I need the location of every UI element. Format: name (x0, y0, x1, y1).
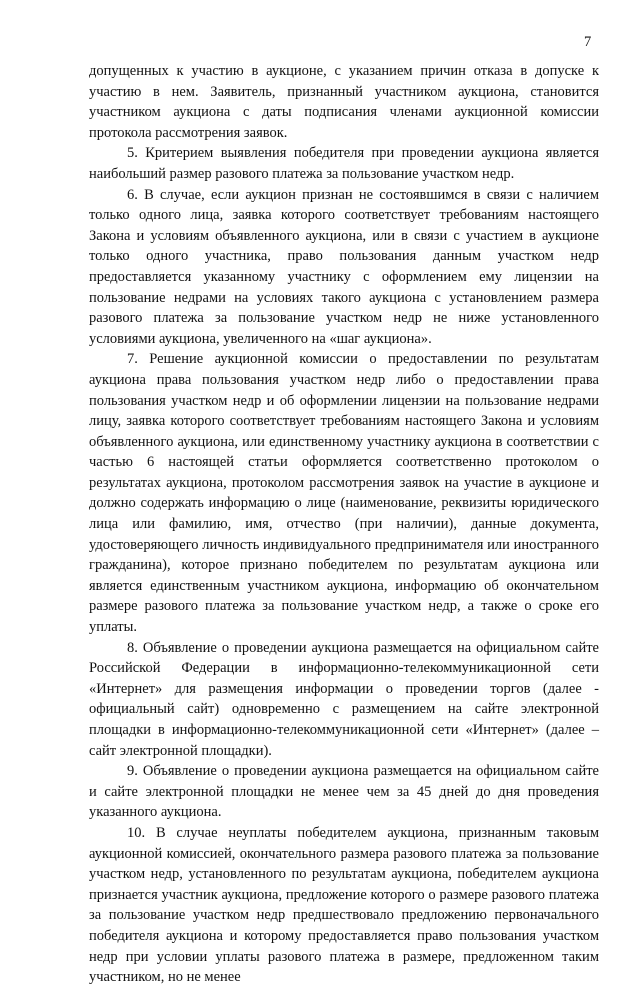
document-body (89, 61, 599, 988)
paragraph-continuation: допущенных к участию в аукционе, с указанием причин отказа в допуске к участию в нем. Заявитель, признанный участником аукциона, становится участником аукциона с даты подписания членами аукционной комиссии протокола рассмотрения заявок. (89, 63, 599, 141)
paragraph-10: 10. В случае неуплаты победителем аукциона, признанным таковым аукционной комиссией, окончательного размера разового платежа за пользование участком недр, установленного по результатам аукциона, победителем аукциона признается участник аукциона, предложение которого о размере разового платежа за пользование участком недр предшествовало предложению первоначального победителя аукциона и которому предоставляется право пользования участком недр при условии уплаты разового платежа в размере, предложенном таким участником, но не менее (89, 824, 599, 986)
paragraph-6: 6. В случае, если аукцион признан не состоявшимся в связи с наличием только одного лица, заявка которого соответствует требованиям настоящего Закона и условиям объявленного аукциона, или в связи с участием в аукционе только одного участника, право пользования данным участком недр предоставляется указанному участнику с оформлением ему лицензии на пользование недрами на условиях такого аукциона с установлением размера разового платежа за пользование участком недр не ниже установленного условиями аукциона, увеличенного на «шаг аукциона». (89, 186, 599, 347)
paragraph-8: 8. Объявление о проведении аукциона размещается на официальном сайте Российской Федерации в информационно-телекоммуникационной сети «Интернет» для размещения информации о проведении торгов (далее - официальный сайт) одновременно с размещением на сайте электронной площадки в информационно-телекоммуникационной сети «Интернет» (далее – сайт электронной площадки). (89, 639, 599, 759)
paragraph-9: 9. Объявление о проведении аукциона размещается на официальном сайте и сайте электронной площадки не менее чем за 45 дней до дня проведения указанного аукциона. (89, 763, 599, 821)
paragraph-7: 7. Решение аукционной комиссии о предоставлении по результатам аукциона права пользования участком недр либо о предоставлении права пользования участком недр и об оформлении лицензии на пользование недрами лицу, заявка которого соответствует требованиям настоящего Закона и условиям объявленного аукциона, или единственному участнику аукциона в соответствии с частью 6 настоящей статьи оформляется соответственно протоколом о результатах аукциона, протоколом рассмотрения заявок на участие в аукционе и должно содержать информацию о лице (наименование, реквизиты юридического лица или фамилию, имя, отчество (при наличии), данные документа, удостоверяющего личность индивидуального предпринимателя или иностранного гражданина), которое признано победителем по результатам аукциона или является единственным участником аукциона, информацию об окончательном размере разового платежа за пользование участком недр, а также о сроке его уплаты. (89, 351, 599, 636)
paragraph-5: 5. Критерием выявления победителя при проведении аукциона является наибольший размер разового платежа за пользование участком недр. (89, 145, 599, 182)
page-number: 7 (584, 34, 592, 50)
